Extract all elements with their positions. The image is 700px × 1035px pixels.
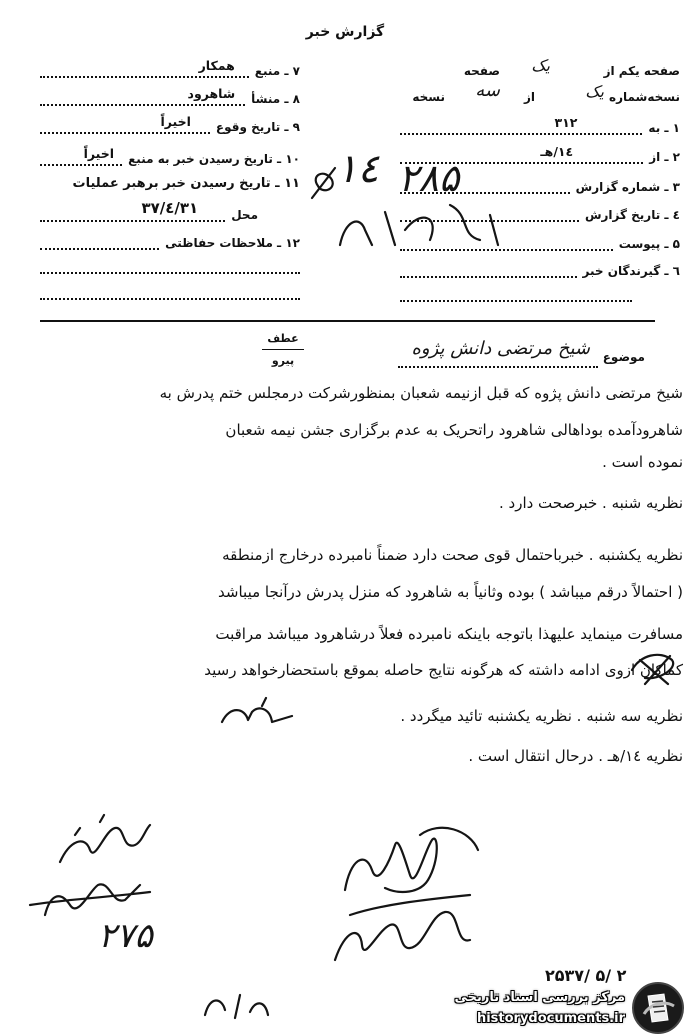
copy-line-label: نسخه‌شماره (609, 90, 680, 104)
body-line: نظریه شنبه . خبرصحت دارد . (498, 494, 683, 512)
body-line: مسافرت مینماید علیهذا باتوجه باینکه نامبرده فعلاً درشاهرود میباشد مراقبت (215, 625, 683, 643)
reference-peyro: پیرو (271, 354, 295, 367)
field-label: ۲ ـ از (649, 150, 680, 164)
watermark-org: مرکز بررسی اسناد تاریخی (454, 990, 625, 1005)
body-line: کماکان ازوی ادامه داشته که هرگونه نتایج حاصله بموقع باستحضارخواهد رسید (204, 661, 683, 679)
handwritten-date-scribble (340, 205, 498, 245)
body-line: ( احتمالاً درقم میباشد ) بوده وثانیاً به شاهرود که منزل پدرش درآنجا میباشد (218, 583, 683, 601)
handwritten-correction-scribble (632, 655, 673, 684)
subject-value: شیخ مرتضی دانش پژوه (411, 338, 590, 359)
field-value: ۳۱۲ (554, 115, 578, 130)
field-label: ۹ ـ تاریخ وقوع (215, 120, 300, 134)
field-label: ۱ ـ به (648, 121, 680, 135)
handwritten-note-scribble (222, 698, 292, 722)
field-label: ٦ ـ گیرندگان خبر (582, 264, 680, 278)
body-line: شاهرودآمده بوداهالی شاهرود راتحریک به عدم برگزاری جشن نیمه شعبان (225, 421, 683, 439)
page-line-suffix: صفحه (463, 64, 500, 78)
copy-line-suffix: نسخه (412, 90, 445, 104)
field-value: اخیراً (83, 146, 115, 161)
field-label: ۷ ـ منبع (254, 64, 300, 78)
body-line: نظریه سه شنبه . نظریه یکشنبه تائید میگردد . (400, 707, 683, 725)
field-value: ۳۷/٤/۳۱ (141, 199, 199, 217)
copy-line-total: سه (475, 80, 500, 101)
watermark-logo-icon (632, 982, 684, 1034)
handwritten-file-note (60, 815, 150, 862)
field-label: محل (231, 208, 258, 222)
page-line-label: صفحه یکم از (603, 64, 680, 78)
field-label: ۸ ـ منشأ (251, 92, 300, 106)
field-value: ۱٤/هـ (540, 144, 574, 159)
page-line-value: یک (531, 56, 550, 75)
report-title: گزارش خبر (305, 24, 385, 40)
date-stamp: ۲۵۳۷/ ۵/ ۲ (545, 966, 627, 985)
handwritten-mark-stroke (312, 168, 335, 198)
handwritten-mark: ۱٤ (336, 146, 379, 192)
subject-label: موضوع (602, 350, 645, 364)
field-operations-received-date: ۱۱ ـ تاریخ رسیدن خبر برهبر عملیات (72, 176, 300, 191)
field-value: همکار (198, 58, 235, 73)
field-label: ۵ ـ پیوست (618, 237, 680, 251)
field-label: ۳ ـ شماره گزارش (575, 180, 680, 194)
field-value: شاهرود (187, 86, 236, 101)
field-label: ۱۰ ـ تاریخ رسیدن خبر به منبع (128, 152, 300, 166)
handwritten-struck-note (30, 884, 150, 915)
handwritten-file-number: ۲۷۵ (98, 916, 153, 956)
field-label: ۱۲ ـ ملاحظات حفاظتی (165, 236, 300, 250)
copy-line-value: یک (585, 82, 604, 101)
reference-atf: عطف (267, 332, 299, 345)
field-value: اخیراً (160, 114, 191, 129)
signature (335, 895, 470, 960)
body-line: نظریه یکشنبه . خبرباحتمال قوی صحت دارد ضمناً نامبرده درخارج ازمنطقه (222, 546, 683, 564)
handwritten-report-number: ۲۸۵ (398, 156, 460, 200)
body-line: شیخ مرتضی دانش پژوه که قبل ازنیمه شعبان بمنظورشرکت درمجلس ختم پدرش به (159, 384, 683, 402)
signature (345, 828, 478, 892)
handwritten-bottom-scribble (205, 995, 268, 1018)
body-line: نموده است . (602, 453, 683, 471)
copy-line-of: از (523, 90, 535, 104)
field-label: ٤ ـ تاریخ گزارش (584, 208, 680, 222)
body-line: نظریه ۱٤/هـ . درحال انتقال است . (468, 747, 683, 765)
watermark-site: historydocuments.ir (476, 1011, 625, 1026)
